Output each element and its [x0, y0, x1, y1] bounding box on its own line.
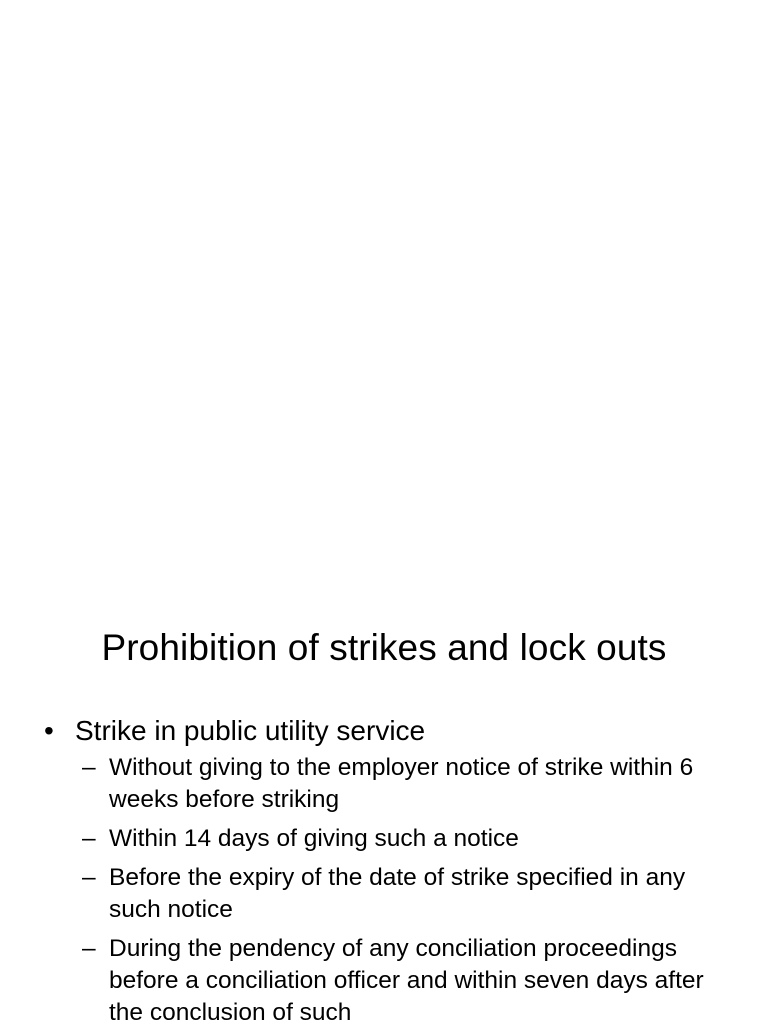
sub-bullet-item	[44, 823, 734, 855]
sub-bullet-text: Without giving to the employer notice of strike within 6 weeks before striking	[109, 754, 694, 813]
sub-bullet-list	[44, 752, 734, 1024]
sub-bullet-item	[44, 752, 734, 816]
slide-title: Prohibition of strikes and lock outs	[101, 627, 667, 668]
bullet-item	[44, 712, 734, 750]
bullet-list	[44, 712, 734, 1024]
dash-marker: –	[82, 754, 96, 781]
sub-bullet-text: Within 14 days of giving such a notice	[109, 825, 519, 852]
sub-bullet-item	[44, 862, 734, 926]
sub-bullet-item	[44, 933, 734, 1024]
dash-marker: –	[82, 825, 96, 852]
sub-bullet-text: Before the expiry of the date of strike specified in any such notice	[109, 864, 686, 923]
bullet-marker: •	[44, 715, 54, 746]
dash-marker: –	[82, 935, 96, 962]
sub-bullet-text: During the pendency of any conciliation proceedings before a conciliation officer and within seven days after the conclusion of such	[109, 935, 704, 1024]
dash-marker: –	[82, 864, 96, 891]
bullet-text: Strike in public utility service	[75, 715, 426, 746]
